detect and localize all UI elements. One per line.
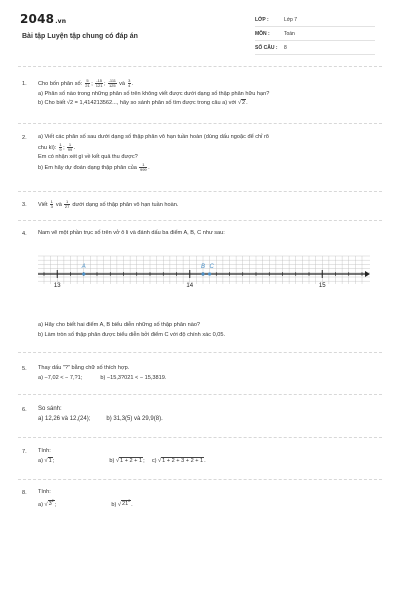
- fraction: [64, 200, 69, 209]
- fraction-numerator: -15: [96, 78, 103, 83]
- tick-label: 15: [318, 283, 326, 289]
- point-label: B: [200, 264, 206, 270]
- document-title: Bài tập Luyện tập chung có đáp án: [22, 33, 138, 40]
- q7-stem: Tính:: [38, 448, 51, 454]
- fraction-denominator: 27: [64, 204, 70, 210]
- question-number: 8.: [22, 490, 27, 496]
- question-number: 2.: [22, 135, 27, 141]
- q1-b-text: b) Cho biết √2 = 1,414213562..., hãy so sánh phân số tìm được trong câu a) với: [38, 100, 237, 107]
- fraction-denominator: 999: [139, 166, 147, 172]
- fraction-numerator: 1: [66, 199, 69, 204]
- question-2: [38, 133, 378, 173]
- punct: ;: [54, 501, 57, 508]
- meta-subject-value: Toán: [284, 31, 295, 37]
- punct: .: [204, 457, 206, 464]
- fraction: [85, 79, 90, 88]
- q3-text-end: dưới dạng số thập phân vô hạn tuần hoàn.: [72, 202, 179, 209]
- question-7: [38, 447, 378, 466]
- question-separator: [18, 123, 382, 124]
- q6-parts: [38, 415, 378, 425]
- exponent: 2: [51, 499, 54, 504]
- tick-label: 13: [53, 283, 61, 289]
- meta-divider: [255, 26, 375, 27]
- meta-divider: [255, 54, 375, 55]
- fraction-denominator: 125: [108, 83, 116, 89]
- sqrt-radicand: [121, 500, 131, 507]
- fraction-numerator: 3: [128, 78, 131, 83]
- question-number: 6.: [22, 407, 27, 413]
- fraction-numerator: -111: [108, 78, 117, 83]
- radicand-base: 21: [121, 501, 129, 508]
- fraction-denominator: 9: [59, 146, 62, 152]
- site-logo[interactable]: [20, 12, 66, 26]
- q3-text: Viết: [38, 202, 48, 209]
- meta-count-key: SỐ CÂU :: [255, 45, 278, 51]
- meta-class-value: Lớp 7: [284, 17, 298, 23]
- fraction-denominator: 121: [95, 83, 103, 89]
- conjunction: và: [119, 81, 125, 88]
- fraction: [59, 143, 62, 152]
- q4-part-a: a) Hãy cho biết hai điểm A, B biểu diễn những số thập phân nào?: [38, 322, 201, 328]
- q2-hint: Em có nhận xét gì về kết quả thu được?: [38, 154, 138, 161]
- question-4-parts: [38, 321, 378, 340]
- fraction-denominator: 3: [50, 204, 53, 210]
- question-separator: [18, 191, 382, 192]
- point-marker: [208, 272, 211, 275]
- fraction: [128, 79, 131, 88]
- question-number: 3.: [22, 202, 27, 208]
- question-8: [38, 488, 378, 510]
- header-separator: [18, 66, 382, 67]
- question-separator: [18, 394, 382, 395]
- q8-parts: a) $√3^2$; b) $√21^2$.: [38, 499, 133, 508]
- q5-part-b: b) −15,3?021 < − 15,3819.: [100, 374, 167, 381]
- q6-part-b: b) 31,3(5) và 29,9(8).: [106, 415, 163, 422]
- question-3: [38, 200, 378, 211]
- fraction-denominator: 4: [128, 83, 131, 89]
- logo-suffix: .vn: [55, 18, 67, 25]
- point-marker: [201, 272, 204, 275]
- punct: .: [246, 100, 248, 107]
- q1-stem: Cho bốn phân số: $\frac{5}{21}$ ; $\frac{-15}{121}$ ; $\frac{-111}{125}$ và $\frac{3}{4}$ .: [38, 78, 134, 89]
- q6-part-a: a) 12,26 và 12,(24);: [38, 415, 91, 422]
- meta-divider: [255, 40, 375, 41]
- question-1: [38, 79, 378, 109]
- fraction-denominator: 21: [85, 83, 90, 89]
- fraction-numerator: 1: [68, 141, 72, 147]
- logo-text: 2048: [20, 12, 55, 26]
- question-6: [38, 405, 378, 424]
- punct: .: [148, 164, 150, 171]
- point-label: A: [81, 264, 86, 270]
- punct: ;: [143, 457, 145, 464]
- fraction-numerator: 1: [139, 163, 147, 168]
- q8-b-label: b): [111, 501, 117, 508]
- q5-stem: Thay dấu "?" bằng chữ số thích hợp.: [38, 365, 130, 371]
- q7-b-label: b): [109, 457, 115, 464]
- q1-part-b: b) Cho biết √2 = 1,414213562..., hãy so sánh phân số tìm được trong câu a) với √2.: [38, 100, 248, 107]
- question-number: 7.: [22, 449, 27, 455]
- q2-part-a-line1: a) Viết các phân số sau dưới dạng số thập phân vô hạn tuần hoàn (dùng dấu ngoặc để chỉ rõ: [38, 134, 269, 140]
- fraction: [50, 200, 53, 209]
- fraction: [67, 143, 72, 152]
- grid-lines: [38, 256, 370, 284]
- q8-stem: Tính:: [38, 489, 51, 495]
- fraction: [139, 163, 147, 172]
- q5-part-a: a) −7,02 < − 7,?1;: [38, 374, 83, 381]
- q4-part-b: b) Làm tròn số thập phân được biểu diễn bởi điểm C với độ chính xác 0,05.: [38, 331, 226, 338]
- fraction-denominator: 99: [67, 146, 73, 152]
- q7-parts: a) √1; b) √1 + 2 + 1; c) √1 + 2 + 3 + 2 + 1.: [38, 457, 206, 464]
- q2-part-b: [38, 163, 378, 174]
- sqrt-radicand: 2: [242, 100, 246, 107]
- fraction: [108, 79, 116, 88]
- fraction-numerator: 5: [86, 78, 89, 83]
- question-number: 5.: [22, 366, 27, 372]
- q1-stem-text: Cho bốn phân số:: [38, 81, 83, 88]
- sqrt-radicand: 1 + 2 + 1: [120, 457, 143, 464]
- q8-a-label: a): [38, 501, 43, 508]
- sqrt-radicand: [48, 500, 55, 507]
- q5-parts: [38, 374, 378, 384]
- meta-count-value: 8: [284, 45, 287, 51]
- punct: .: [131, 501, 133, 508]
- fraction: [95, 79, 103, 88]
- radicand-base: 3: [48, 501, 52, 508]
- meta-class-key: LỚP :: [255, 17, 269, 23]
- point-marker: [82, 272, 85, 275]
- point-label: C: [209, 264, 214, 270]
- exponent: 2: [128, 499, 131, 504]
- fraction-numerator: 1: [59, 141, 62, 147]
- q7-c-label: c): [151, 457, 157, 464]
- punct: ;: [52, 457, 55, 464]
- question-separator: [18, 220, 382, 221]
- fraction-numerator: 1: [50, 199, 53, 204]
- axis-arrow: [365, 271, 370, 277]
- q2-part-a-line2: chu kì): $\frac{1}{9}$ ; $\frac{1}{99}$ .: [38, 141, 76, 152]
- q6-stem: So sánh:: [38, 406, 62, 412]
- question-number: 4.: [22, 231, 27, 237]
- question-separator: [18, 437, 382, 438]
- question-5: [38, 364, 378, 383]
- question-separator: [18, 479, 382, 480]
- sqrt-radicand: 1: [48, 457, 52, 464]
- q2-b-text: b) Em hãy dự đoán dạng thập phân của: [38, 164, 137, 171]
- q2-a-text: chu kì):: [38, 144, 57, 151]
- q4-stem: Nam vẽ một phần trục số trên vở ô li và đánh dấu ba điểm A, B, C như sau:: [38, 230, 225, 236]
- conjunction: và: [55, 202, 62, 209]
- question-number: 1.: [22, 81, 27, 87]
- meta-subject-key: MÔN :: [255, 31, 270, 37]
- question-separator: [18, 352, 382, 353]
- q1-part-a: a) Phân số nào trong những phân số trên không viết được dưới dạng số thập phân hữu hạn?: [38, 90, 270, 97]
- number-line-figure: [38, 252, 370, 292]
- tick-label: 14: [186, 283, 194, 289]
- q7-a-label: a): [38, 457, 43, 464]
- sqrt-radicand: 1 + 2 + 3 + 2 + 1: [162, 457, 204, 464]
